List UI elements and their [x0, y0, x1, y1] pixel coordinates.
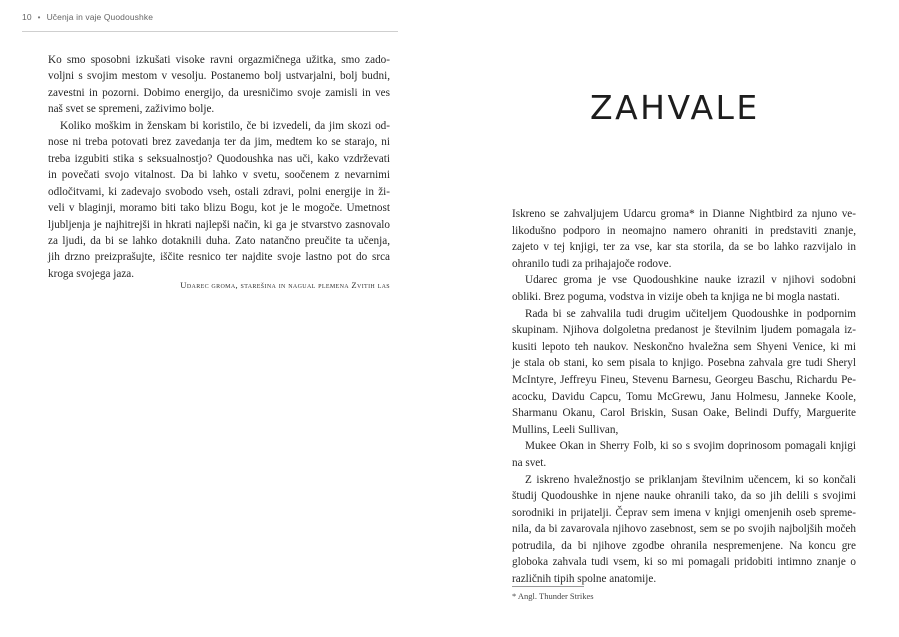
text-line: veli v blaginji, moramo biti tako blizu Bogu, kot je le mogoče. Umetnost [48, 202, 390, 215]
text-line: ljubljenja je najhitrejši in hkrati najlepši način, ki ga je stvarstvo zasnovalo [48, 218, 390, 231]
epigraph-paragraph-1 [48, 52, 390, 118]
text-line: Mukee Okan in Sherry Folb, ki so s svojim doprinosom pomagali knjigi [525, 440, 856, 453]
text-line: voljni s svojim mestom v vesolju. Postanemo bolj ustvarjalni, bolj budni, [48, 70, 390, 83]
text-line: zavestni in pozorni. Dobimo energijo, da uresničimo svoje zamisli in ves [48, 86, 390, 99]
right-page [450, 0, 899, 637]
text-line: Sharmanu Okanu, Carol Briskin, Susan Oake, Belindi Duffy, Marguerite [512, 407, 856, 420]
text-line: ohranilo tudi za prihajajoče rodove. [512, 257, 672, 270]
text-line: zajeto v tej knjigi, ter za vse, kar sta storila, da se bo lahko razvijalo in [512, 241, 856, 254]
acknowledgements-text [512, 206, 856, 588]
text-line: Z iskreno hvaležnostjo se priklanjam številnim učencem, ki so končali [525, 473, 856, 486]
text-line: potrudila, da bi njihove zgodbe ohranila nespremenjene. Na koncu gre [512, 539, 856, 552]
epigraph-text [48, 52, 390, 282]
running-head-title: Učenja in vaje Quodoushke [46, 12, 154, 22]
text-line: za ljudi, da bi se lahko dotaknili duha. Zato natančno preučite ta učenja, [48, 234, 390, 247]
text-line: skupinam. Njihova dolgoletna predanost je številnim ljudem pomagala iz- [512, 324, 856, 337]
text-line: odločitvami, ki zadevajo svobodo vseh, ostali zdravi, polni energije in ži- [48, 185, 390, 198]
text-line: jih drzno preizprašujte, iščite resnico ter najdite svoje lastno pot do srca [48, 251, 390, 264]
text-line: kroga svojega jaza. [48, 267, 135, 280]
text-line: študij Quodoushke in njene nauke ohranili tako, da so jih delili s svojimi [512, 490, 856, 503]
text-line: likodušno podporo in neomajno namero ohraniti in predstaviti znanje, [512, 224, 856, 237]
text-line: nose ni treba potovati brez zavedanja ter da jim, medtem ko se starajo, ni [48, 136, 390, 149]
text-line: je stala ob stani, ko sem pisala to knjigo. Posebna zahvala gre tudi Sheryl [512, 357, 856, 370]
text-line: sorodniki in prijatelji. Čeprav sem imena v knjigi omenjenih oseb spreme- [512, 506, 856, 519]
chapter-title: ZAHVALE [590, 88, 760, 127]
text-line: treba izgubiti stika s seksualnostjo? Quodoushka nas uči, kako vzdrževati [48, 152, 390, 165]
acknowledgements-paragraph-1 [512, 206, 856, 272]
footnote-rule [512, 586, 584, 587]
text-line: Koliko moškim in ženskam bi koristilo, če bi izvedeli, da jim skozi od- [60, 119, 390, 132]
text-line: Mullins, Leeli Sullivan, [512, 423, 619, 436]
text-line: in povečati svojo vitalnost. Da bi lahko v svetu, soočenem z nevarnimi [48, 169, 390, 182]
text-line: Udarec groma je vse Quodoushkine nauke izrazil v njihovi sodobni [525, 274, 856, 287]
running-head [22, 12, 402, 22]
text-line: globoka zahvala tudi vsem, ki so mi pomagali pridobiti intimno znanje o [512, 556, 856, 569]
text-line: Rada bi se zahvalila tudi drugim učiteljem Quodoushke in podpornim [525, 307, 856, 320]
left-page [0, 0, 449, 637]
page-number: 10 [22, 12, 32, 22]
text-line: različnih tipih spolne anatomije. [512, 573, 657, 586]
text-line: obliki. Brez poguma, vodstva in vizije obeh ta knjiga ne bi mogla nastati. [512, 290, 840, 303]
acknowledgements-paragraph-3 [512, 306, 856, 439]
footnote: * Angl. Thunder Strikes [512, 591, 594, 601]
text-line: kusiti lepoto teh naukov. Neskončno hvaležna sem Shyeni Venice, ki mi [512, 340, 856, 353]
text-line: Ko smo sposobni izkušati visoke ravni orgazmičnega užitka, smo zado- [48, 54, 390, 66]
epigraph-paragraph-2 [48, 118, 390, 283]
text-line: na svet. [512, 456, 547, 469]
text-line: Iskreno se zahvaljujem Udarcu groma* in Dianne Nightbird za njuno ve- [512, 208, 856, 220]
running-head-separator: • [37, 13, 41, 22]
text-line: nila, da bi zavarovala njihovo zasebnost, sem se po svojih najboljših močeh [512, 523, 856, 536]
text-line: acocku, Davidu Capcu, Tomu McGrewu, Janu Holmesu, Janneke Koole, [512, 390, 856, 403]
text-line: naš svet se spremeni, zaživimo bolje. [48, 103, 215, 116]
acknowledgements-paragraph-4 [512, 438, 856, 471]
header-rule [22, 31, 398, 32]
epigraph-attribution: Udarec groma, starešina in nagual plemena Zvitih las [180, 280, 390, 290]
acknowledgements-paragraph-2 [512, 272, 856, 305]
text-line: McIntyre, Jeffreyu Fineu, Stevenu Barnesu, Georgeu Baschu, Richardu Pe- [512, 373, 856, 386]
acknowledgements-paragraph-5 [512, 472, 856, 588]
